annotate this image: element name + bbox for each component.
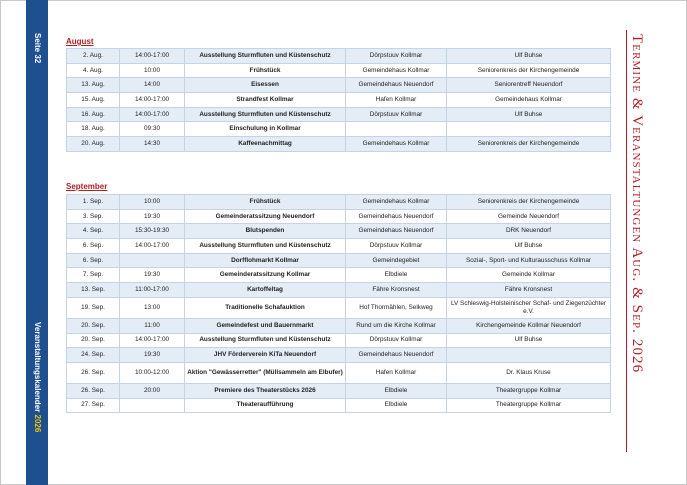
organizer-cell: Gemeinde Neuendorf xyxy=(447,209,611,224)
date-cell: 19. Sep. xyxy=(67,297,120,318)
time-cell: 19:30 xyxy=(120,209,185,224)
table-row xyxy=(67,195,611,210)
place-cell: Gemeindehaus Kollmar xyxy=(346,137,447,152)
event-cell: Gemeinderatssitzung Kollmar xyxy=(185,268,346,283)
place-cell: Dörpstuuv Kollmar xyxy=(346,49,447,64)
table-row xyxy=(67,107,611,122)
organizer-cell: Gemeinde Kollmar xyxy=(447,268,611,283)
heading-august: August xyxy=(66,37,94,46)
place-cell: Hafen Kollmar xyxy=(346,93,447,108)
date-cell: 3. Sep. xyxy=(67,209,120,224)
table-row xyxy=(67,253,611,268)
place-cell: Gemeindehaus Neuendorf xyxy=(346,348,447,363)
place-cell: Gemeindehaus Neuendorf xyxy=(346,209,447,224)
event-cell: Aktion "Gewässerretter" (Müllsammeln am Elbufer) xyxy=(185,362,346,383)
organizer-cell: DRK Neuendorf xyxy=(447,224,611,239)
organizer-cell: Kirchengemeinde Kollmar Neuendorf xyxy=(447,318,611,333)
table-row xyxy=(67,333,611,348)
date-cell: 27. Sep. xyxy=(67,398,120,413)
time-cell: 15:30-19:30 xyxy=(120,224,185,239)
place-cell: Elbdiele xyxy=(346,398,447,413)
place-cell: Gemeindehaus Kollmar xyxy=(346,195,447,210)
date-cell: 15. Aug. xyxy=(67,93,120,108)
place-cell: Elbdiele xyxy=(346,383,447,398)
date-cell: 24. Sep. xyxy=(67,348,120,363)
page-title: Termine & Veranstaltungen Aug. & Sep. 2026 xyxy=(629,34,645,374)
event-cell: Kaffeenachmittag xyxy=(185,137,346,152)
time-cell: 11:00 xyxy=(120,318,185,333)
table-row xyxy=(67,383,611,398)
organizer-cell: Gemeindehaus Kollmar xyxy=(447,93,611,108)
date-cell: 20. Sep. xyxy=(67,318,120,333)
event-cell: Gemeindefest und Bauernmarkt xyxy=(185,318,346,333)
place-cell: Hafen Kollmar xyxy=(346,362,447,383)
event-cell: Gemeinderatssitzung Neuendorf xyxy=(185,209,346,224)
date-cell: 26. Sep. xyxy=(67,362,120,383)
organizer-cell: Sozial-, Sport- und Kulturausschuss Kollmar xyxy=(447,253,611,268)
table-row xyxy=(67,268,611,283)
table-row xyxy=(67,49,611,64)
event-cell: Strandfest Kollmar xyxy=(185,93,346,108)
organizer-cell: Seniorenkreis der Kirchengemeinde xyxy=(447,195,611,210)
place-cell: Gemeindehaus Neuendorf xyxy=(346,78,447,93)
time-cell: 13:00 xyxy=(120,297,185,318)
place-cell: Dörpstuuv Kollmar xyxy=(346,333,447,348)
september-table xyxy=(66,194,611,413)
time-cell: 14:00 xyxy=(120,78,185,93)
event-cell: Frühstück xyxy=(185,63,346,78)
table-row xyxy=(67,362,611,383)
date-cell: 13. Aug. xyxy=(67,78,120,93)
event-cell: Traditionelle Schafauktion xyxy=(185,297,346,318)
table-row xyxy=(67,122,611,137)
event-cell: Kartoffeltag xyxy=(185,283,346,298)
organizer-cell: Theatergruppe Kollmar xyxy=(447,398,611,413)
organizer-cell: Seniorenkreis der Kirchengemeinde xyxy=(447,63,611,78)
table-row xyxy=(67,78,611,93)
time-cell xyxy=(120,398,185,413)
time-cell: 14:00-17:00 xyxy=(120,93,185,108)
place-cell: Gemeindehaus Kollmar xyxy=(346,63,447,78)
organizer-cell: LV Schleswig-Holsteinischer Schaf- und Ziegenzüchter e.V. xyxy=(447,297,611,318)
organizer-cell: Seniorentreff Neuendorf xyxy=(447,78,611,93)
event-cell: Theateraufführung xyxy=(185,398,346,413)
calendar-year: 2026 xyxy=(33,414,42,433)
event-cell: Premiere des Theaterstücks 2026 xyxy=(185,383,346,398)
calendar-label xyxy=(33,322,42,432)
event-cell: Ausstellung Sturmfluten und Küstenschutz xyxy=(185,107,346,122)
place-cell: Dörpstuuv Kollmar xyxy=(346,107,447,122)
time-cell: 09:30 xyxy=(120,122,185,137)
date-cell: 7. Sep. xyxy=(67,268,120,283)
place-cell: Dörpstuuv Kollmar xyxy=(346,239,447,254)
date-cell: 6. Sep. xyxy=(67,253,120,268)
date-cell: 20. Sep. xyxy=(67,333,120,348)
place-cell: Fähre Kronsnest xyxy=(346,283,447,298)
time-cell xyxy=(120,253,185,268)
event-cell: Ausstellung Sturmfluten und Küstenschutz xyxy=(185,49,346,64)
august-table xyxy=(66,48,611,152)
event-cell: Dorfflohmarkt Kollmar xyxy=(185,253,346,268)
time-cell: 14:30 xyxy=(120,137,185,152)
time-cell: 19:30 xyxy=(120,348,185,363)
date-cell: 16. Aug. xyxy=(67,107,120,122)
event-cell: Frühstück xyxy=(185,195,346,210)
place-cell: Gemeindegebiet xyxy=(346,253,447,268)
date-cell: 26. Sep. xyxy=(67,383,120,398)
time-cell: 10:00-12:00 xyxy=(120,362,185,383)
event-cell: Eisessen xyxy=(185,78,346,93)
event-cell: Ausstellung Sturmfluten und Küstenschutz xyxy=(185,333,346,348)
place-cell xyxy=(346,122,447,137)
time-cell: 19:30 xyxy=(120,268,185,283)
organizer-cell: Dr. Klaus Kruse xyxy=(447,362,611,383)
table-row xyxy=(67,239,611,254)
event-cell: Einschulung in Kollmar xyxy=(185,122,346,137)
table-row xyxy=(67,224,611,239)
organizer-cell: Seniorenkreis der Kirchengemeinde xyxy=(447,137,611,152)
organizer-cell: Ulf Buhse xyxy=(447,107,611,122)
time-cell: 14:00-17:00 xyxy=(120,107,185,122)
time-cell: 10:00 xyxy=(120,63,185,78)
table-row xyxy=(67,348,611,363)
date-cell: 6. Sep. xyxy=(67,239,120,254)
time-cell: 14:00-17:00 xyxy=(120,333,185,348)
table-row xyxy=(67,398,611,413)
organizer-cell: Ulf Buhse xyxy=(447,333,611,348)
organizer-cell: Theatergruppe Kollmar xyxy=(447,383,611,398)
time-cell: 10:00 xyxy=(120,195,185,210)
organizer-cell xyxy=(447,348,611,363)
calendar-label-text: Veranstaltungskalender xyxy=(33,322,42,413)
organizer-cell: Fähre Kronsnest xyxy=(447,283,611,298)
table-row xyxy=(67,283,611,298)
page-number: Seite 32 xyxy=(33,33,42,64)
time-cell: 11:00-17:00 xyxy=(120,283,185,298)
event-cell: Ausstellung Sturmfluten und Küstenschutz xyxy=(185,239,346,254)
table-row xyxy=(67,137,611,152)
table-row xyxy=(67,297,611,318)
date-cell: 4. Aug. xyxy=(67,63,120,78)
table-row xyxy=(67,209,611,224)
date-cell: 20. Aug. xyxy=(67,137,120,152)
heading-september: September xyxy=(66,182,108,191)
organizer-cell xyxy=(447,122,611,137)
time-cell: 14:00-17:00 xyxy=(120,239,185,254)
table-row xyxy=(67,318,611,333)
time-cell: 14:00-17:00 xyxy=(120,49,185,64)
event-cell: JHV Förderverein KiTa Neuendorf xyxy=(185,348,346,363)
date-cell: 2. Aug. xyxy=(67,49,120,64)
table-row xyxy=(67,93,611,108)
date-cell: 4. Sep. xyxy=(67,224,120,239)
date-cell: 1. Sep. xyxy=(67,195,120,210)
table-row xyxy=(67,63,611,78)
date-cell: 13. Sep. xyxy=(67,283,120,298)
organizer-cell: Ulf Buhse xyxy=(447,239,611,254)
place-cell: Gemeindehaus Neuendorf xyxy=(346,224,447,239)
title-divider xyxy=(626,30,627,452)
place-cell: Rund um die Kirche Kollmar xyxy=(346,318,447,333)
date-cell: 18. Aug. xyxy=(67,122,120,137)
time-cell: 20:00 xyxy=(120,383,185,398)
event-cell: Blutspenden xyxy=(185,224,346,239)
place-cell: Elbdiele xyxy=(346,268,447,283)
organizer-cell: Ulf Buhse xyxy=(447,49,611,64)
place-cell: Hof Thormählen, Selkweg xyxy=(346,297,447,318)
